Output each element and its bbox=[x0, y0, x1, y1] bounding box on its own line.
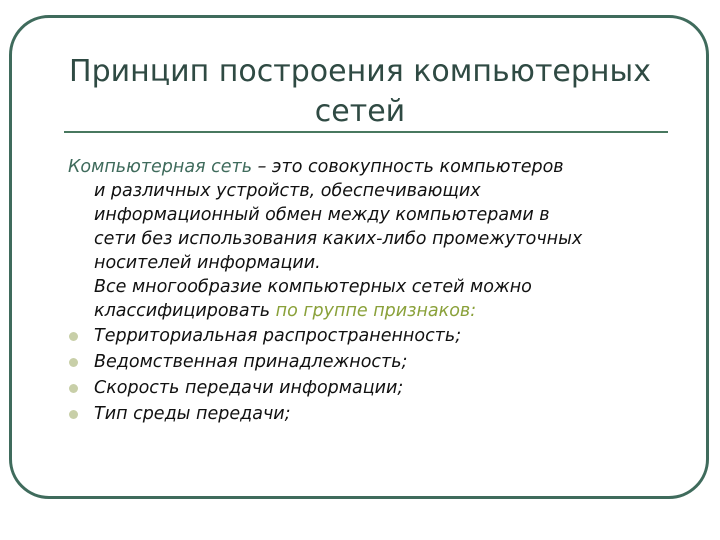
definition-first-line bbox=[68, 155, 678, 179]
definition-line-4: сети без использования каких-либо промежуточных bbox=[94, 229, 583, 249]
criteria-list bbox=[68, 323, 678, 427]
classification-prefix: классифицировать bbox=[94, 301, 276, 321]
bullet-text: Территориальная распространенность; bbox=[94, 326, 462, 346]
bullet-text: Ведомственная принадлежность; bbox=[94, 352, 408, 372]
bullet-dot-icon bbox=[69, 384, 78, 393]
slide-body bbox=[68, 155, 678, 427]
classification-line-2 bbox=[68, 299, 678, 323]
title-divider bbox=[64, 131, 668, 133]
bullet-dot-icon bbox=[69, 332, 78, 341]
classification-accent: по группе признаков: bbox=[275, 301, 477, 321]
definition-line-3: информационный обмен между компьютерами в bbox=[94, 205, 550, 225]
bullet-dot-icon bbox=[69, 358, 78, 367]
title-line-2: сетей bbox=[314, 94, 406, 129]
title-line-1: Принцип построения компьютерных bbox=[69, 54, 651, 89]
definition-rest: – это совокупность компьютеров bbox=[252, 157, 564, 177]
list-item bbox=[68, 375, 678, 401]
bullet-dot-icon bbox=[69, 410, 78, 419]
bullet-text: Тип среды передачи; bbox=[94, 404, 291, 424]
list-item bbox=[68, 323, 678, 349]
list-item bbox=[68, 349, 678, 375]
classification-line-1: Все многообразие компьютерных сетей можно bbox=[94, 277, 532, 297]
slide-title bbox=[0, 52, 720, 132]
list-item bbox=[68, 401, 678, 427]
definition-line-2: и различных устройств, обеспечивающих bbox=[94, 181, 481, 201]
definition-term: Компьютерная сеть bbox=[68, 157, 253, 177]
definition-line-5: носителей информации. bbox=[94, 253, 321, 273]
bullet-text: Скорость передачи информации; bbox=[94, 378, 404, 398]
